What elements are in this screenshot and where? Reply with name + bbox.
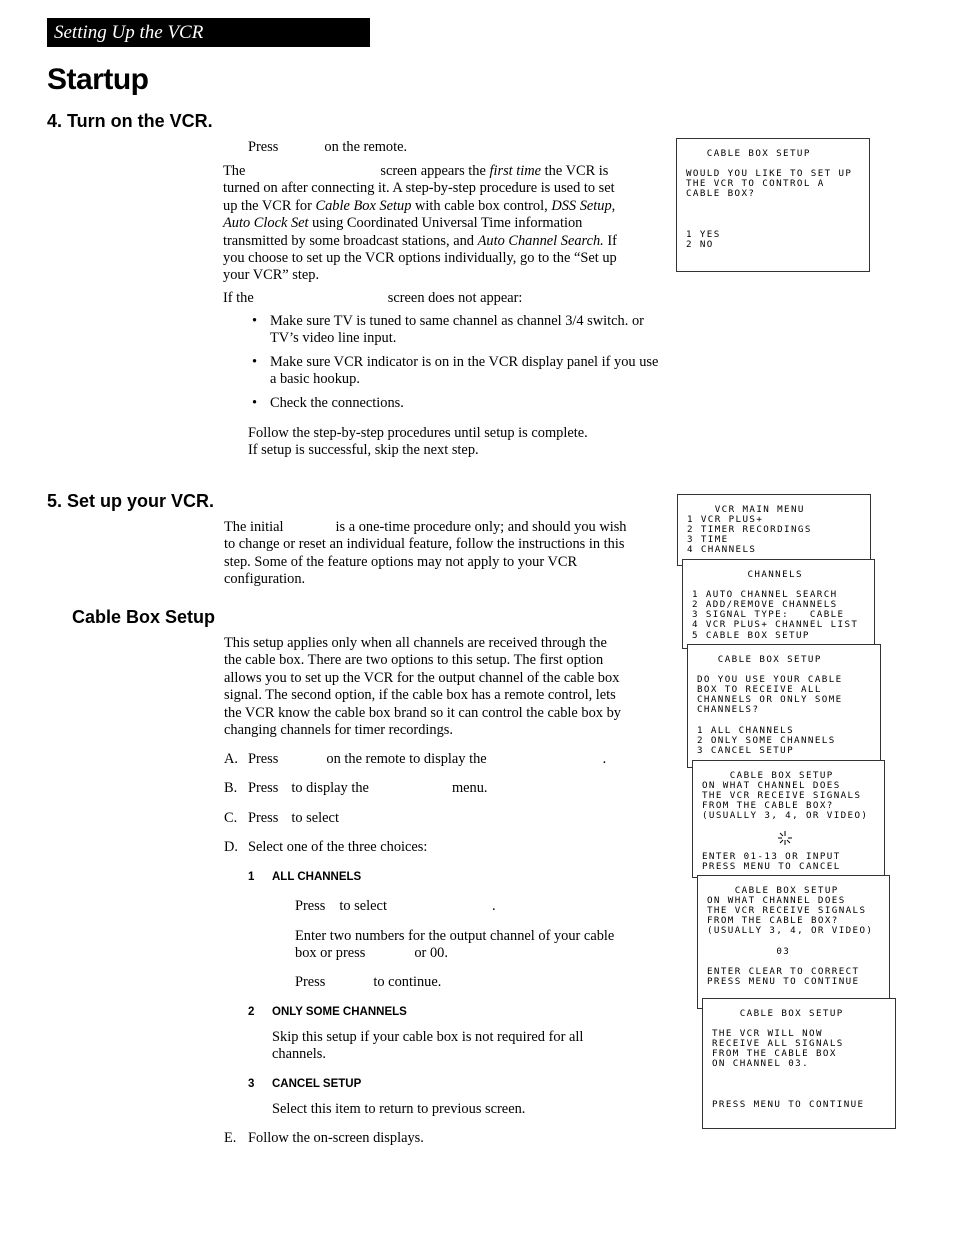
osd-line: 1 AUTO CHANNEL SEARCH (692, 589, 838, 601)
osd-line: 4 CHANNELS (687, 544, 757, 556)
text: you choose to set up the VCR options individually, go to the “Set up (223, 250, 617, 267)
text: screen appears the (380, 163, 486, 179)
osd-line: 03 (707, 945, 791, 957)
text: Auto Channel Search. (477, 232, 604, 249)
text: Press (295, 898, 326, 914)
opt1-press (295, 898, 496, 915)
osd-line: ON WHAT CHANNEL DOES (707, 895, 846, 907)
cable-para (224, 635, 664, 739)
osd-line: THE VCR RECEIVE SIGNALS (702, 790, 862, 802)
text: Enter two numbers for the output channel of your cable (295, 928, 615, 944)
step-a (224, 751, 606, 768)
osd-line: VCR MAIN MENU (687, 504, 805, 515)
text: . (602, 751, 607, 767)
osd-line (686, 210, 869, 220)
opt2-text (272, 1029, 583, 1064)
osd-output-channel-03 (697, 875, 890, 1009)
bullet-item: • Make sure VCR indicator is on in the VCR display panel if you use a basic hookup. (248, 354, 668, 389)
text: Follow the step-by-step procedures until setup is complete. (248, 425, 588, 441)
text: screen does not appear: (387, 290, 523, 306)
bullet-item: • Check the connections. (248, 395, 668, 412)
text: allows you to set up the VCR for the output channel of the cable box (224, 669, 620, 686)
opt3-text: Select this item to return to previous screen. (272, 1101, 526, 1117)
osd-line: ON CHANNEL 03. (712, 1058, 810, 1070)
text: the VCR is (544, 163, 609, 179)
option-number: 3 (248, 1078, 255, 1090)
osd-line: ENTER CLEAR TO CORRECT (707, 965, 860, 977)
blinking-cursor-icon (776, 830, 794, 846)
osd-line: WOULD YOU LIKE TO SET UP (686, 168, 853, 180)
text: to select (339, 898, 387, 914)
osd-vcr-main-menu (677, 494, 871, 566)
osd-line: FROM THE CABLE BOX (712, 1048, 837, 1060)
osd-line: ON WHAT CHANNEL DOES (702, 780, 841, 792)
text: to display the (291, 780, 369, 796)
osd-line: THE VCR TO CONTROL A (686, 178, 825, 190)
text: Press (248, 810, 279, 826)
osd-line: CABLE BOX SETUP (712, 1008, 844, 1019)
text: . (491, 898, 496, 914)
osd-line (712, 1080, 895, 1090)
osd-line: PRESS MENU TO CONTINUE (712, 1098, 865, 1110)
osd-line: 4 VCR PLUS+ CHANNEL LIST (692, 619, 859, 631)
text: channels. (272, 1046, 326, 1063)
osd-line: 3 SIGNAL TYPE: CABLE (692, 609, 845, 621)
step4-bullets (248, 313, 668, 418)
bullet-item: • Make sure TV is tuned to same channel as channel 3/4 switch. or TV’s video line input. (248, 313, 668, 348)
osd-line: PRESS MENU TO CANCEL (702, 860, 841, 872)
osd-output-channel-entry (692, 760, 885, 878)
osd-line: RECEIVE ALL SIGNALS (712, 1038, 844, 1050)
osd-confirmation (702, 998, 896, 1129)
text: Press (248, 139, 279, 155)
option-only-some (248, 1006, 407, 1018)
osd-line: CABLE BOX SETUP (707, 885, 839, 896)
option-title: CANCEL SETUP (272, 1078, 362, 1090)
step-key: A. (224, 751, 238, 767)
text: signal. The second option, if the cable box has a remote control, lets (224, 687, 616, 704)
text: If the (223, 290, 254, 306)
text: Auto Clock Set (223, 215, 309, 232)
page-title: Startup (47, 63, 149, 96)
text: your VCR” step. (223, 267, 320, 284)
step-e (224, 1130, 424, 1147)
osd-line: THE VCR RECEIVE SIGNALS (707, 905, 867, 917)
osd-line: 5 CABLE BOX SETUP (692, 629, 810, 641)
osd-line: 3 TIME (687, 534, 729, 546)
osd-line: FROM THE CABLE BOX? (707, 915, 839, 927)
text: or 00. (414, 945, 448, 962)
text: is a one-time procedure only; and should you wish (335, 519, 627, 535)
text: first time (489, 163, 542, 179)
section-banner: Setting Up the VCR (47, 18, 370, 47)
osd-line: CABLE BOX? (686, 188, 756, 200)
text: to continue. (373, 974, 442, 990)
text: using Coordinated Universal Time information (312, 215, 583, 232)
osd-line: ENTER 01-13 OR INPUT (702, 850, 841, 862)
opt1-continue (295, 974, 441, 991)
text: on the remote to display the (326, 751, 487, 767)
text: the VCR know the cable box brand so it can control the cable box by (224, 704, 621, 721)
osd-line: CABLE BOX SETUP (686, 148, 811, 159)
step-c (224, 810, 339, 827)
option-title: ALL CHANNELS (272, 871, 362, 883)
osd-line: 2 ONLY SOME CHANNELS (697, 734, 836, 746)
osd-line: (USUALLY 3, 4, OR VIDEO) (707, 925, 874, 937)
text: DSS Setup, (551, 197, 616, 214)
option-all-channels (248, 871, 361, 883)
text: Follow the on-screen displays. (248, 1130, 424, 1146)
option-number: 1 (248, 871, 255, 883)
osd-line: FROM THE CABLE BOX? (702, 800, 834, 812)
osd-line: 2 NO (686, 238, 714, 250)
osd-line: 2 TIMER RECORDINGS (687, 524, 812, 536)
step4-intro (223, 163, 653, 285)
step5-intro (224, 519, 664, 589)
text: If (607, 232, 617, 249)
osd-line: (USUALLY 3, 4, OR VIDEO) (702, 810, 869, 822)
text: This setup applies only when all channels are received through the (224, 635, 607, 651)
text: Press (248, 751, 279, 767)
text: box or press (295, 945, 366, 962)
text: the cable box. There are two options to this setup. The first option (224, 652, 604, 669)
option-cancel-setup (248, 1078, 361, 1090)
osd-line: THE VCR WILL NOW (712, 1028, 823, 1040)
osd-line: CHANNELS OR ONLY SOME (697, 694, 843, 706)
osd-line: CABLE BOX SETUP (697, 654, 822, 665)
text: menu. (451, 780, 488, 796)
text: configuration. (224, 571, 306, 588)
osd-line: DO YOU USE YOUR CABLE (697, 674, 843, 686)
cable-heading: Cable Box Setup (72, 607, 216, 627)
text: Press (295, 974, 326, 990)
text: The (223, 163, 246, 179)
text: The initial (224, 519, 284, 535)
osd-line: PRESS MENU TO CONTINUE (707, 975, 860, 987)
text: to change or reset an individual feature, follow the instructions in this (224, 536, 625, 553)
text: Press (248, 780, 279, 796)
step-key: D. (224, 839, 238, 855)
osd-line: 1 VCR PLUS+ (687, 514, 764, 526)
step-key: E. (224, 1130, 237, 1146)
osd-line: CABLE BOX SETUP (702, 770, 834, 781)
option-number: 2 (248, 1006, 255, 1018)
osd-line: BOX TO RECEIVE ALL (697, 684, 822, 696)
text: with cable box control, (415, 197, 548, 214)
step4-press-line (248, 139, 407, 156)
osd-cable-box-setup-question (676, 138, 870, 272)
text: Cable Box Setup (315, 197, 412, 214)
osd-line: 1 ALL CHANNELS (697, 724, 795, 736)
step4-heading: 4. Turn on the VCR. (47, 111, 213, 131)
step4-follow (248, 425, 588, 460)
text: Skip this setup if your cable box is not required for all (272, 1029, 584, 1045)
osd-line: 2 ADD/REMOVE CHANNELS (692, 599, 838, 611)
opt1-enter (295, 928, 614, 963)
option-title: ONLY SOME CHANNELS (272, 1006, 407, 1018)
text: step. Some of the feature options may not apply to your VCR (224, 553, 578, 570)
osd-line: 1 YES (686, 228, 721, 240)
osd-line: CHANNELS? (697, 704, 760, 716)
text: turned on after connecting it. A step-by-step procedure is used to set (223, 180, 615, 197)
osd-channels-menu (682, 559, 875, 649)
step-key: B. (224, 780, 238, 796)
text: transmitted by some broadcast stations, and (223, 232, 474, 249)
step-d (224, 839, 427, 856)
osd-line (686, 199, 869, 209)
text: Select one of the three choices: (248, 839, 428, 855)
text: changing channels for timer recordings. (224, 722, 453, 739)
step-key: C. (224, 810, 238, 826)
osd-line: 3 CANCEL SETUP (697, 744, 795, 756)
text: to select (291, 810, 339, 826)
osd-line: CHANNELS (692, 569, 803, 580)
osd-cable-box-channels-question (687, 644, 881, 768)
step-b (224, 780, 488, 797)
step4-ifthe (223, 290, 522, 307)
text: If setup is successful, skip the next step. (248, 442, 479, 459)
step5-heading: 5. Set up your VCR. (47, 491, 215, 511)
text: on the remote. (324, 139, 408, 155)
osd-line (712, 1070, 895, 1080)
text: up the VCR for (223, 197, 312, 214)
